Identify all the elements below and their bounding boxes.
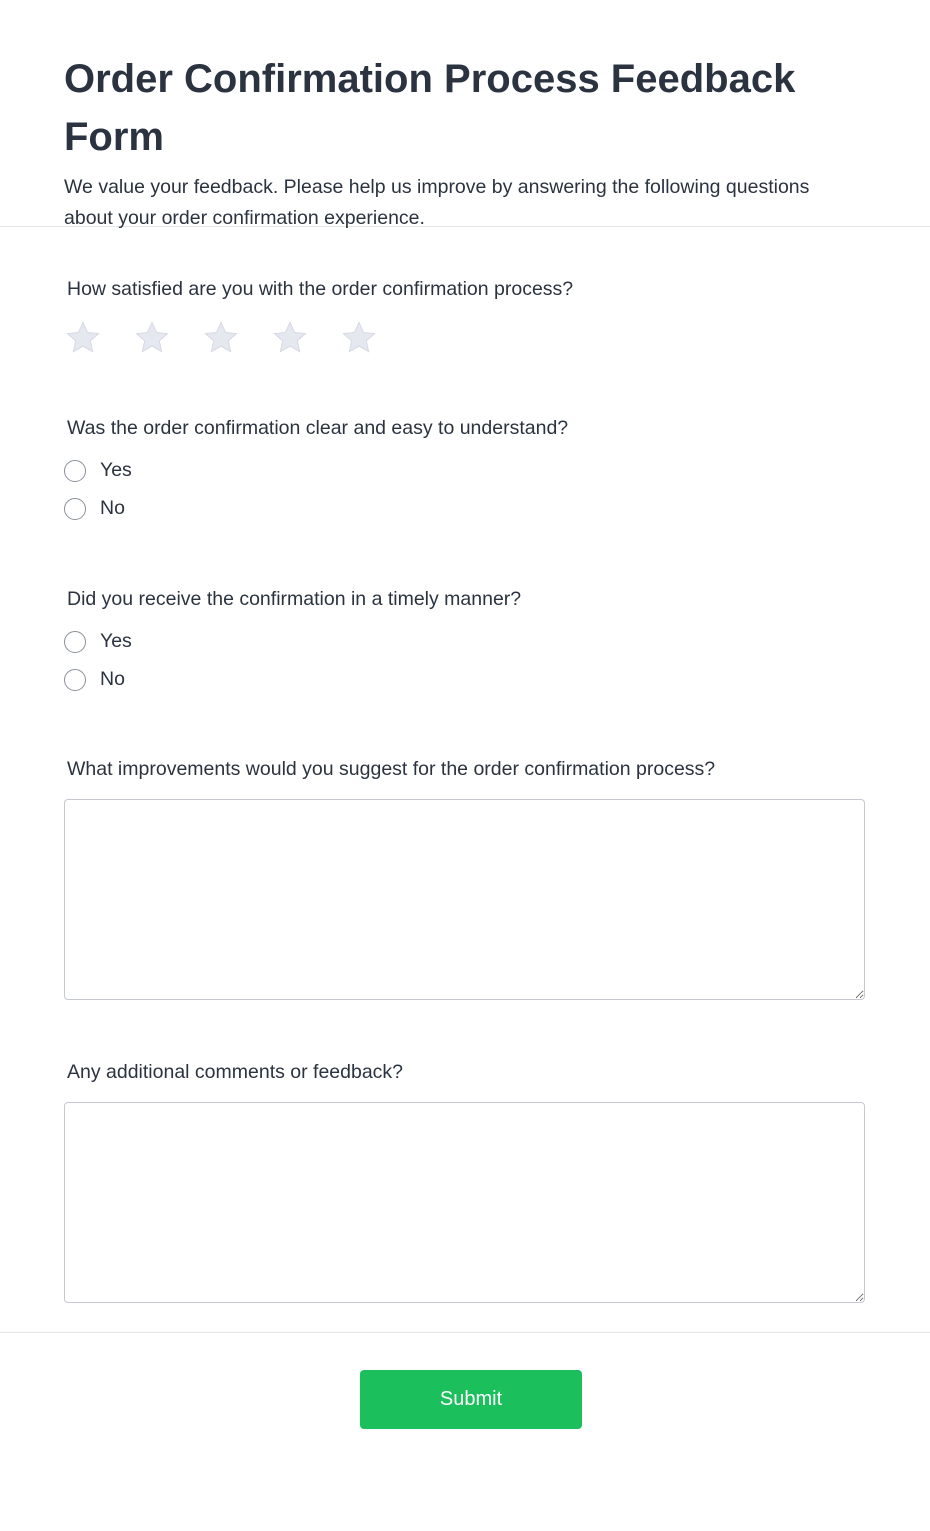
page-title: Order Confirmation Process Feedback Form — [64, 57, 796, 159]
page-subtitle: We value your feedback. Please help us improve by answering the following questions about your order confirmation experience. — [64, 176, 810, 229]
radio-label: Yes — [100, 630, 132, 652]
comments-textarea[interactable] — [64, 1102, 865, 1303]
radio-label: No — [100, 497, 125, 519]
timeliness-option-yes[interactable] — [64, 630, 132, 653]
form-footer — [0, 1333, 930, 1479]
star-icon[interactable] — [340, 319, 378, 357]
star-icon[interactable] — [202, 319, 240, 357]
question-satisfaction-label: How satisfied are you with the order confirmation process? — [67, 278, 574, 300]
star-icon[interactable] — [271, 319, 309, 357]
question-improvements-label: What improvements would you suggest for the order confirmation process? — [67, 758, 716, 780]
timeliness-option-no[interactable] — [64, 668, 125, 691]
question-timeliness-label: Did you receive the confirmation in a timely manner? — [67, 588, 522, 610]
star-icon[interactable] — [64, 319, 102, 357]
radio-label: Yes — [100, 459, 132, 481]
clarity-option-no[interactable] — [64, 497, 125, 520]
radio-button[interactable] — [64, 669, 86, 691]
radio-button[interactable] — [64, 498, 86, 520]
radio-button[interactable] — [64, 460, 86, 482]
star-icon[interactable] — [133, 319, 171, 357]
radio-label: No — [100, 668, 125, 690]
form-body — [0, 227, 930, 1333]
radio-button[interactable] — [64, 631, 86, 653]
question-comments-label: Any additional comments or feedback? — [67, 1061, 404, 1083]
star-rating — [64, 319, 378, 357]
form-header — [0, 0, 930, 227]
question-clarity-label: Was the order confirmation clear and easy to understand? — [67, 417, 569, 439]
improvements-textarea[interactable] — [64, 799, 865, 1000]
submit-button[interactable]: Submit — [360, 1370, 582, 1429]
clarity-option-yes[interactable] — [64, 459, 132, 482]
